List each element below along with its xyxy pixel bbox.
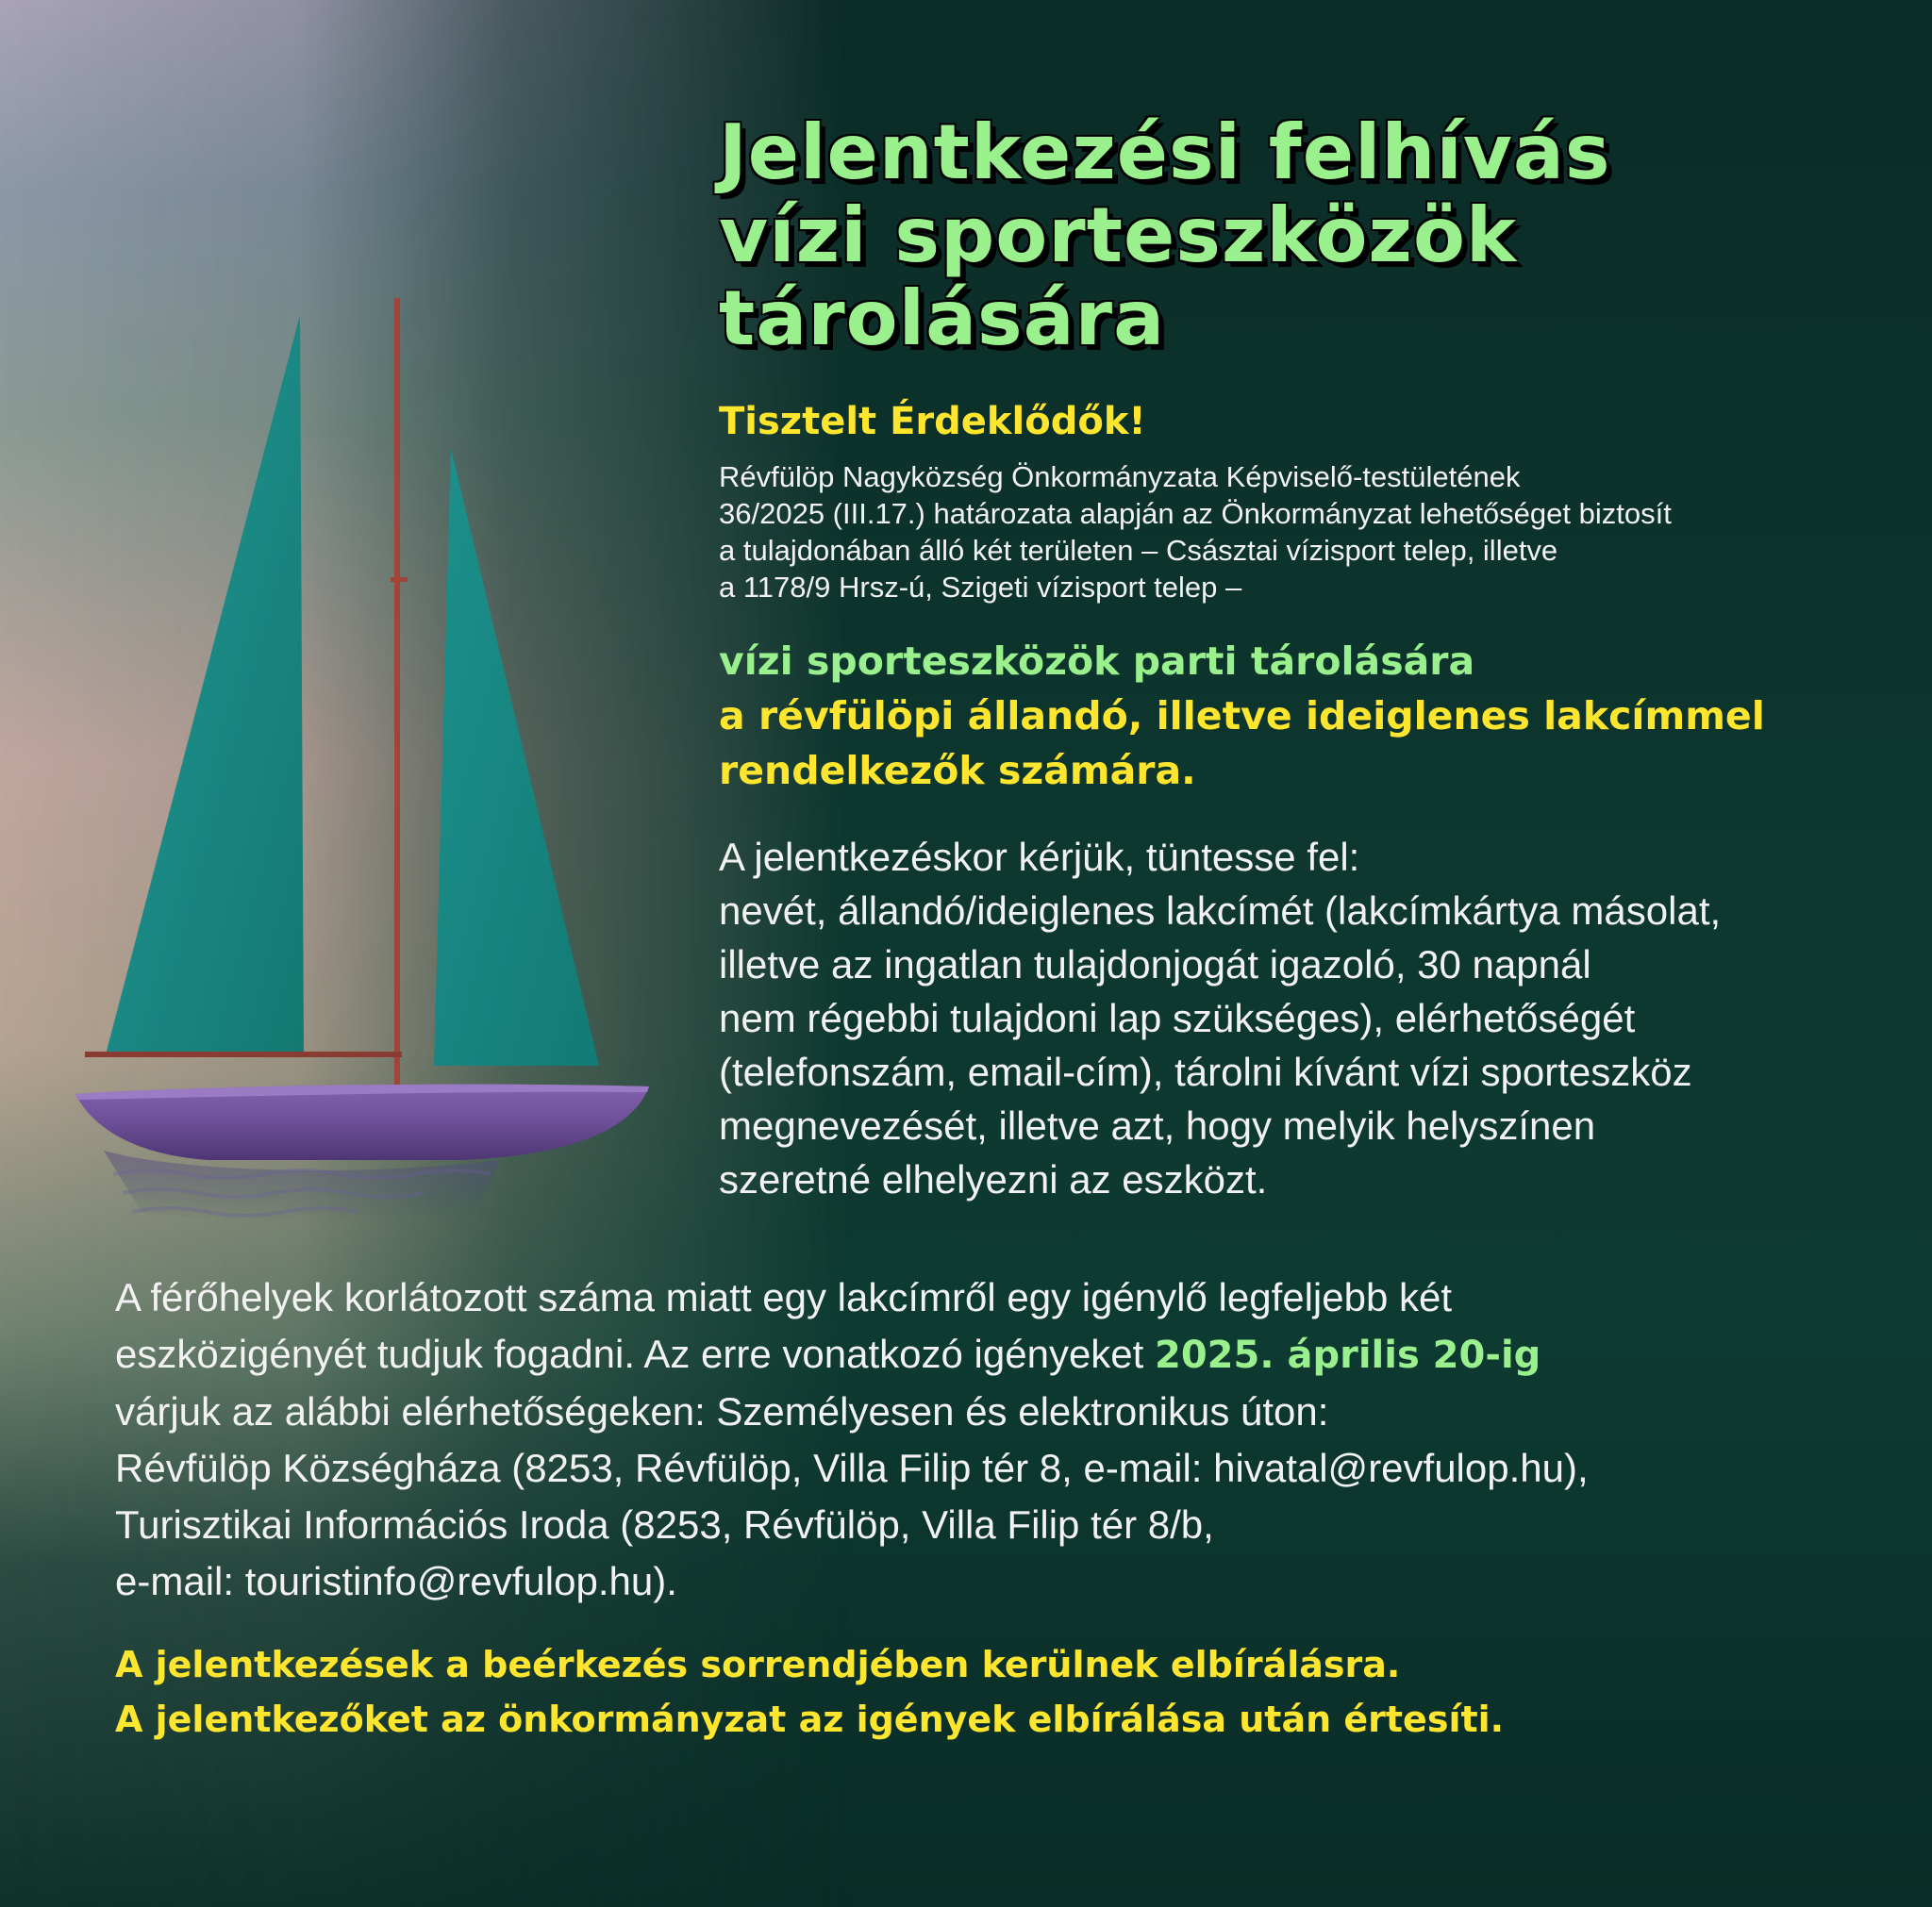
main-sail xyxy=(106,315,304,1054)
limits-text: eszközigényét tudjuk fogadni. Az erre vonatkozó igényeket xyxy=(115,1332,1156,1376)
requirements-line: A jelentkezéskor kérjük, tüntesse fel: xyxy=(719,835,1360,879)
sailboat-illustration xyxy=(57,283,679,1226)
highlight-block xyxy=(719,634,1765,798)
requirements-line: (telefonszám, email-cím), tárolni kívánt vízi sporteszköz xyxy=(719,1050,1692,1094)
requirements-line: illetve az ingatlan tulajdonjogát igazoló, 30 napnál xyxy=(719,942,1591,987)
requirements-line: megnevezését, illetve azt, hogy melyik helyszínen xyxy=(719,1103,1596,1148)
boom xyxy=(85,1052,402,1057)
highlight-green-line: vízi sporteszközök parti tárolására xyxy=(719,638,1475,684)
limits-line: A férőhelyek korlátozott száma miatt egy lakcímről egy igénylő legfeljebb két xyxy=(115,1275,1453,1319)
title-line-3: tárolására xyxy=(719,274,1166,362)
greeting: Tisztelt Érdeklődők! xyxy=(719,400,1146,443)
intro-line: a tulajdonában álló két területen – Császtai vízisport telep, illetve xyxy=(719,534,1558,567)
title-line-2: vízi sporteszközök xyxy=(719,191,1518,279)
water-reflection xyxy=(104,1151,500,1221)
title-line-1: Jelentkezési felhívás xyxy=(719,108,1611,196)
intro-line: Révfülöp Nagyközség Önkormányzata Képviselő-testületének xyxy=(719,460,1521,493)
intro-line: 36/2025 (III.17.) határozata alapján az Önkormányzat lehetőséget biztosít xyxy=(719,497,1672,530)
intro-line: a 1178/9 Hrsz-ú, Szigeti vízisport telep – xyxy=(719,571,1242,604)
contact-tourist-email: e-mail: touristinfo@revfulop.hu). xyxy=(115,1559,677,1603)
limits-line: várjuk az alábbi elérhetőségeken: Személyesen és elektronikus úton: xyxy=(115,1389,1329,1434)
contact-tourist-office: Turisztikai Információs Iroda (8253, Révfülöp, Villa Filip tér 8/b, xyxy=(115,1502,1214,1547)
intro-paragraph xyxy=(719,458,1889,605)
deadline-date: 2025. április 20-ig xyxy=(1155,1334,1541,1377)
closing-note xyxy=(115,1637,1504,1747)
requirements-line: szeretné elhelyezni az eszközt. xyxy=(719,1157,1268,1202)
page-title xyxy=(719,108,1611,362)
requirements-line: nevét, állandó/ideiglenes lakcímét (lakcímkártya másolat, xyxy=(719,888,1722,933)
limits-line xyxy=(115,1326,1589,1384)
closing-line: A jelentkezések a beérkezés sorrendjében kerülnek elbírálásra. xyxy=(115,1644,1401,1685)
highlight-yellow-line: a révfülöpi állandó, illetve ideiglenes lakcímmel xyxy=(719,693,1765,738)
crosstree xyxy=(391,577,408,582)
highlight-yellow-line: rendelkezők számára. xyxy=(719,748,1196,793)
mast xyxy=(394,298,400,1094)
requirements-line: nem régebbi tulajdoni lap szükséges), elérhetőségét xyxy=(719,996,1636,1040)
requirements-paragraph xyxy=(719,830,1721,1206)
contact-townhall: Révfülöp Községháza (8253, Révfülöp, Villa Filip tér 8, e-mail: hivatal@revfulop.hu), xyxy=(115,1446,1589,1490)
closing-line: A jelentkezőket az önkormányzat az igények elbírálása után értesíti. xyxy=(115,1699,1505,1740)
jib-sail xyxy=(434,449,599,1066)
limits-paragraph xyxy=(115,1269,1589,1610)
